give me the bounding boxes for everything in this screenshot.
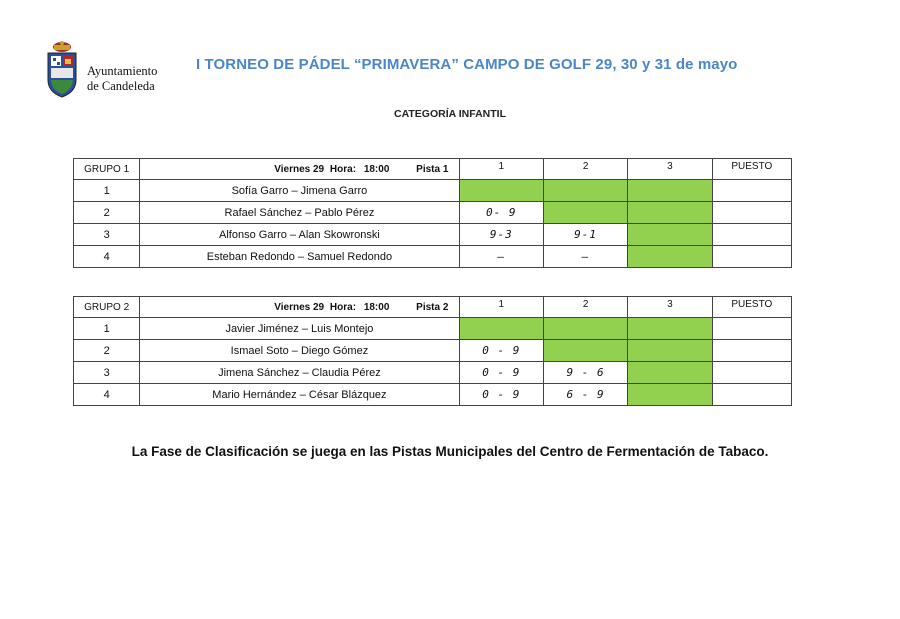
pair-number: 3: [74, 362, 140, 384]
group-header-row: [74, 159, 792, 180]
table-row: [74, 224, 792, 246]
match-time: 18:00: [363, 163, 390, 175]
pair-names: Ismael Soto – Diego Gómez: [140, 340, 459, 362]
pair-number: 1: [74, 318, 140, 340]
pair-names: Sofía Garro – Jimena Garro: [140, 180, 459, 202]
result-cell: [628, 340, 712, 362]
puesto-cell: [712, 180, 791, 202]
category-title: CATEGORÍA INFANTIL: [394, 108, 506, 120]
result-cell: 9-1: [543, 224, 627, 246]
result-cell: 0 - 9: [459, 384, 543, 406]
tournament-title: I TORNEO DE PÁDEL “PRIMAVERA” CAMPO DE GOLF 29, 30 y 31 de mayo: [196, 56, 738, 73]
column-header: 3: [628, 159, 712, 180]
puesto-cell: [712, 340, 791, 362]
result-cell: —: [459, 246, 543, 268]
match-day: Viernes 29: [274, 301, 325, 313]
pair-number: 2: [74, 202, 140, 224]
result-cell: [543, 318, 627, 340]
pair-number: 4: [74, 384, 140, 406]
court: Pista 1: [416, 163, 449, 175]
group-schedule: [140, 159, 459, 180]
pair-number: 2: [74, 340, 140, 362]
hora-label: Hora:: [329, 301, 357, 313]
column-header: 1: [459, 297, 543, 318]
result-cell: [628, 318, 712, 340]
pair-number: 4: [74, 246, 140, 268]
group-name: GRUPO 1: [74, 159, 140, 180]
result-cell: [628, 224, 712, 246]
result-cell: 0 - 9: [459, 362, 543, 384]
pair-names: Esteban Redondo – Samuel Redondo: [140, 246, 459, 268]
table-row: [74, 318, 792, 340]
table-row: [74, 340, 792, 362]
column-header: 1: [459, 159, 543, 180]
pair-number: 3: [74, 224, 140, 246]
group-1-table: [73, 158, 792, 268]
puesto-cell: [712, 224, 791, 246]
result-cell: [628, 202, 712, 224]
result-cell: 0 - 9: [459, 340, 543, 362]
column-header: 2: [543, 297, 627, 318]
result-cell: 0- 9: [459, 202, 543, 224]
table-row: [74, 180, 792, 202]
pair-names: Javier Jiménez – Luis Montejo: [140, 318, 459, 340]
pair-names: Alfonso Garro – Alan Skowronski: [140, 224, 459, 246]
pair-names: Rafael Sánchez – Pablo Pérez: [140, 202, 459, 224]
puesto-cell: [712, 384, 791, 406]
puesto-header: PUESTO: [712, 297, 791, 318]
result-cell: [459, 180, 543, 202]
municipality-name: [87, 64, 157, 94]
org-line-1: Ayuntamiento: [87, 64, 158, 78]
result-cell: 6 - 9: [543, 384, 627, 406]
table-row: [74, 384, 792, 406]
column-header: 3: [628, 297, 712, 318]
hora-label: Hora:: [329, 163, 357, 175]
result-cell: [628, 362, 712, 384]
result-cell: 9 - 6: [543, 362, 627, 384]
org-line-2: de Candeleda: [87, 79, 155, 93]
match-time: 18:00: [363, 301, 390, 313]
table-row: [74, 362, 792, 384]
match-day: Viernes 29: [274, 163, 325, 175]
pair-number: 1: [74, 180, 140, 202]
puesto-cell: [712, 362, 791, 384]
result-cell: [543, 340, 627, 362]
puesto-cell: [712, 202, 791, 224]
result-cell: [459, 318, 543, 340]
puesto-cell: [712, 318, 791, 340]
column-header: 2: [543, 159, 627, 180]
table-row: [74, 246, 792, 268]
group-header-row: [74, 297, 792, 318]
result-cell: [628, 384, 712, 406]
group-schedule: [140, 297, 459, 318]
result-cell: [543, 180, 627, 202]
pair-names: Mario Hernández – César Blázquez: [140, 384, 459, 406]
group-name: GRUPO 2: [74, 297, 140, 318]
table-row: [74, 202, 792, 224]
group-2-table: [73, 296, 792, 406]
result-cell: —: [543, 246, 627, 268]
result-cell: 9-3: [459, 224, 543, 246]
pair-names: Jimena Sánchez – Claudia Pérez: [140, 362, 459, 384]
result-cell: [543, 202, 627, 224]
result-cell: [628, 180, 712, 202]
result-cell: [628, 246, 712, 268]
coat-of-arms-icon: [44, 40, 80, 100]
court: Pista 2: [416, 301, 449, 313]
puesto-header: PUESTO: [712, 159, 791, 180]
puesto-cell: [712, 246, 791, 268]
venue-note: La Fase de Clasificación se juega en las Pistas Municipales del Centro de Fermentación de Tabaco.: [131, 444, 769, 459]
